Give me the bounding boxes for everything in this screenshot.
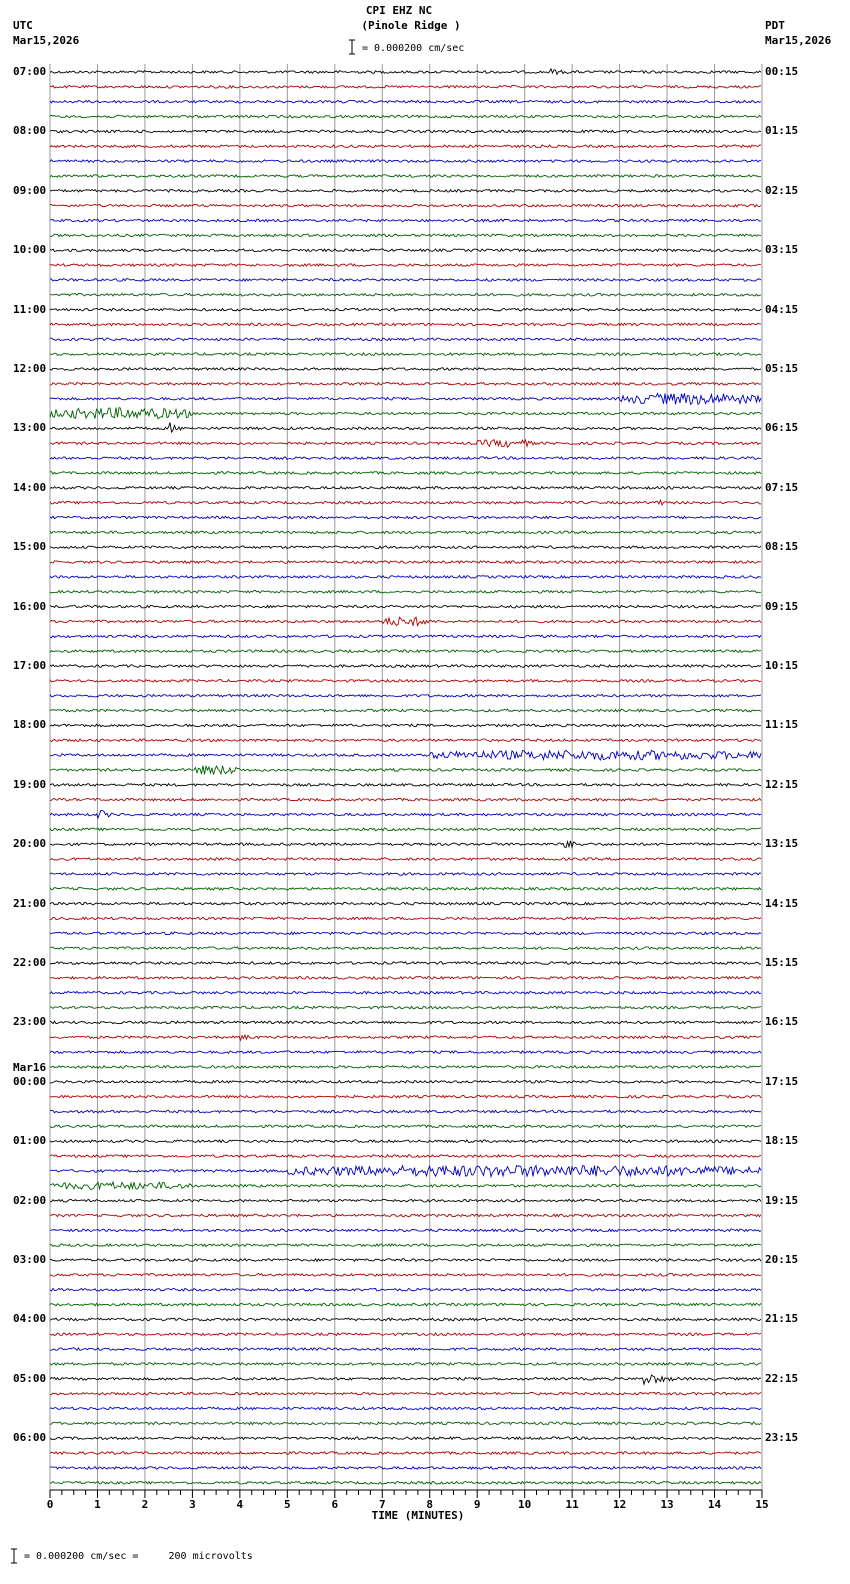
utc-hour-label: 22:00 [13, 956, 47, 969]
seismic-trace [50, 1274, 761, 1277]
seismic-trace [50, 145, 761, 148]
seismic-trace [50, 204, 761, 207]
utc-hour-label: 18:00 [13, 718, 47, 732]
seismic-trace [50, 1066, 761, 1069]
utc-hour-label: 10:00 [13, 243, 47, 257]
scale-bar-icon [349, 40, 355, 54]
utc-hour-label: 20:00 [13, 837, 47, 851]
seismic-trace [50, 457, 761, 460]
seismic-trace [50, 440, 761, 448]
seismic-trace [50, 750, 761, 760]
utc-hour-label: 11:00 [13, 302, 47, 316]
seismic-trace [50, 694, 761, 697]
utc-hour-label: 14:00 [13, 480, 47, 494]
utc-hour-label: 01:00 [13, 1134, 47, 1148]
seismic-trace [50, 1199, 761, 1202]
x-tick-label: 15 [755, 1498, 769, 1511]
pdt-hour-label: 20:15 [765, 1253, 799, 1266]
x-tick-label: 2 [141, 1498, 149, 1511]
x-tick-label: 3 [189, 1498, 196, 1511]
seismic-trace [50, 887, 761, 890]
seismic-trace [50, 1244, 761, 1247]
pdt-hour-label: 08:15 [765, 540, 799, 554]
seismic-trace [50, 665, 761, 668]
seismic-trace [50, 1229, 761, 1232]
pdt-hour-label: 15:15 [765, 956, 799, 969]
seismic-trace [50, 100, 761, 103]
seismic-trace [50, 709, 761, 712]
seismic-trace [50, 219, 761, 222]
seismic-trace [50, 1375, 761, 1384]
utc-hour-label: 07:00 [13, 65, 47, 78]
pdt-hour-label: 19:15 [765, 1193, 799, 1207]
seismic-trace [50, 977, 761, 980]
x-tick-label: 7 [378, 1498, 386, 1511]
pdt-hour-label: 14:15 [765, 896, 799, 910]
seismic-trace [50, 293, 761, 296]
seismic-trace [50, 991, 761, 994]
seismic-trace [50, 130, 761, 133]
trace-group [50, 69, 761, 1484]
pdt-hour-label: 02:15 [765, 183, 799, 197]
pdt-hour-label: 03:15 [765, 243, 799, 257]
utc-hour-label: 06:00 [13, 1431, 47, 1445]
seismic-trace [50, 617, 761, 626]
pdt-hour-label: 05:15 [765, 362, 799, 375]
utc-hour-label: 08:00 [13, 124, 47, 138]
seismic-trace [50, 408, 761, 419]
x-tick-label: 13 [660, 1498, 674, 1511]
x-axis [50, 1490, 762, 1498]
seismic-trace [50, 264, 761, 267]
utc-hour-label: 13:00 [13, 421, 47, 435]
seismic-trace [50, 383, 761, 386]
seismic-trace [50, 393, 761, 404]
seismic-trace [50, 1422, 761, 1425]
utc-hour-label: 00:00 [13, 1074, 47, 1088]
utc-hour-label: 19:00 [13, 777, 47, 791]
utc-hour-label: 02:00 [13, 1193, 47, 1207]
pdt-hour-label: 06:15 [765, 421, 799, 435]
utc-hour-label: 03:00 [13, 1253, 47, 1266]
seismic-trace [50, 1110, 761, 1113]
pdt-hour-label: 11:15 [765, 718, 799, 732]
seismic-trace [50, 1318, 761, 1321]
x-tick-label: 0 [46, 1498, 54, 1511]
seismic-trace [50, 546, 761, 549]
x-axis-label: TIME (MINUTES) [371, 1509, 465, 1522]
utc-hour-label: 12:00 [13, 362, 47, 375]
seismic-trace [50, 576, 761, 579]
seismic-trace [50, 1363, 761, 1366]
seismic-trace [50, 1155, 761, 1158]
seismic-trace [50, 308, 761, 311]
right-date: Mar15,2026 [765, 34, 832, 47]
pdt-hour-label: 17:15 [765, 1074, 799, 1088]
pdt-hour-label: 22:15 [765, 1371, 799, 1385]
seismic-trace [50, 1452, 761, 1455]
seismic-trace [50, 234, 761, 237]
seismic-trace [50, 472, 761, 475]
seismic-trace [50, 873, 761, 876]
seismic-trace [50, 1288, 761, 1291]
seismic-trace [50, 932, 761, 935]
seismic-trace [50, 1140, 761, 1143]
pdt-hour-label: 16:15 [765, 1015, 799, 1029]
seismic-trace [50, 1166, 761, 1177]
seismic-trace [50, 1214, 761, 1217]
pdt-hour-label: 18:15 [765, 1134, 799, 1148]
scale-label: = 0.000200 cm/sec [362, 43, 465, 54]
seismic-trace [50, 798, 761, 801]
seismic-trace [50, 590, 761, 593]
seismic-trace [50, 828, 761, 831]
seismic-trace [50, 841, 761, 848]
utc-hour-label: 15:00 [13, 540, 47, 554]
seismic-trace [50, 249, 761, 252]
seismic-trace [50, 1182, 761, 1189]
seismic-trace [50, 1437, 761, 1440]
pdt-hour-label: 10:15 [765, 659, 799, 672]
seismic-trace [50, 810, 761, 818]
pdt-hour-label: 23:15 [765, 1431, 799, 1445]
x-tick-label: 1 [94, 1498, 101, 1511]
seismic-trace [50, 1303, 761, 1306]
pdt-hour-label: 01:15 [765, 124, 799, 138]
x-tick-label: 5 [284, 1498, 291, 1511]
seismic-trace [50, 1392, 761, 1395]
x-tick-label: 12 [612, 1498, 627, 1511]
seismic-trace [50, 766, 761, 775]
x-tick-label: 14 [707, 1498, 722, 1511]
seismic-trace [50, 1081, 761, 1084]
x-tick-label: 11 [565, 1498, 579, 1511]
utc-hour-label: 04:00 [13, 1312, 47, 1326]
date-change-label: Mar16 [13, 1060, 47, 1074]
seismic-trace [50, 323, 761, 326]
left-date: Mar15,2026 [13, 34, 80, 47]
pdt-hour-label: 09:15 [765, 599, 799, 613]
x-tick-label: 8 [426, 1498, 434, 1511]
seismic-trace [50, 423, 761, 433]
x-tick-label: 10 [518, 1498, 532, 1511]
seismic-trace [50, 1035, 761, 1040]
seismic-trace [50, 784, 761, 787]
seismic-trace [50, 1467, 761, 1470]
seismic-trace [50, 680, 761, 683]
seismic-trace [50, 858, 761, 861]
footer-scale-note: = 0.000200 cm/sec = 200 microvolts [24, 1551, 253, 1562]
seismic-trace [50, 561, 761, 564]
pdt-hour-label: 13:15 [765, 837, 799, 851]
x-tick-label: 6 [331, 1498, 339, 1511]
seismic-trace [50, 605, 761, 608]
utc-hour-label: 09:00 [13, 183, 47, 197]
seismic-trace [50, 175, 761, 178]
pdt-hour-label: 07:15 [765, 480, 799, 494]
seismic-trace [50, 487, 761, 490]
x-tick-label: 4 [236, 1498, 244, 1511]
utc-hour-label: 05:00 [13, 1371, 47, 1385]
seismic-trace [50, 724, 761, 727]
pdt-hour-label: 04:15 [765, 302, 799, 316]
seismic-trace [50, 368, 761, 371]
seismic-trace [50, 190, 761, 193]
pdt-hour-label: 12:15 [765, 777, 799, 791]
station-title: CPI EHZ NC [365, 4, 433, 17]
seismic-trace [50, 947, 761, 950]
seismic-trace [50, 1333, 761, 1336]
left-timezone: UTC [13, 19, 33, 32]
seismic-trace [50, 279, 761, 282]
seismic-trace [50, 1021, 761, 1024]
seismic-trace [50, 69, 761, 75]
seismic-trace [50, 516, 761, 519]
seismic-trace [50, 160, 761, 163]
seismic-trace [50, 1095, 761, 1098]
seismic-trace [50, 1407, 761, 1410]
utc-hour-label: 16:00 [13, 599, 47, 613]
seismic-trace [50, 1481, 761, 1484]
pdt-hour-label: 00:15 [765, 65, 799, 78]
x-tick-label: 9 [473, 1498, 481, 1511]
footer-scale-icon [11, 1549, 17, 1563]
seismic-trace [50, 1006, 761, 1009]
seismic-trace [50, 635, 761, 638]
utc-hour-label: 23:00 [13, 1015, 47, 1029]
seismic-trace [50, 115, 761, 118]
seismic-trace [50, 353, 761, 356]
seismic-trace [50, 650, 761, 653]
right-timezone: PDT [765, 19, 785, 32]
seismic-trace [50, 1348, 761, 1351]
seismic-trace [50, 338, 761, 341]
seismic-trace [50, 739, 761, 742]
seismic-trace [50, 917, 761, 920]
seismic-trace [50, 1051, 761, 1054]
seismic-trace [50, 86, 761, 89]
utc-hour-label: 21:00 [13, 896, 47, 910]
seismic-trace [50, 500, 761, 505]
pdt-hour-label: 21:15 [765, 1312, 799, 1326]
seismic-trace [50, 902, 761, 905]
seismic-trace [50, 1259, 761, 1262]
seismic-trace [50, 531, 761, 534]
seismic-trace [50, 1125, 761, 1128]
station-location: (Pinole Ridge ) [361, 19, 461, 32]
utc-hour-label: 17:00 [13, 659, 47, 672]
seismic-trace [50, 962, 761, 965]
